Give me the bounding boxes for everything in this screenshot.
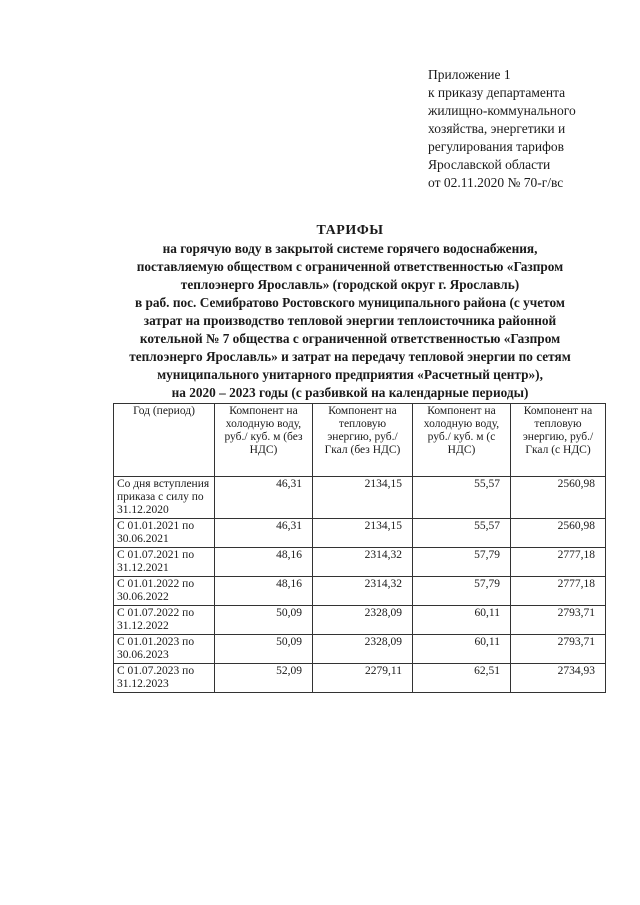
heat-energy-no-vat-cell: 2314,32 [313,548,413,577]
table-row [114,635,606,664]
cold-water-vat-cell: 57,79 [413,548,511,577]
cold-water-no-vat-cell: 46,31 [215,477,313,519]
heat-energy-vat-cell: 2793,71 [511,606,606,635]
period-cell: С 01.07.2022 по 31.12.2022 [114,606,215,635]
heat-energy-vat-cell: 2560,98 [511,477,606,519]
table-row [114,664,606,693]
title-line: затрат на производство тепловой энергии теплоисточника районной [143,313,557,328]
period-cell: С 01.07.2021 по 31.12.2021 [114,548,215,577]
title-line: в раб. пос. Семибратово Ростовского муниципального района (с учетом [134,295,565,310]
heat-energy-vat-cell: 2777,18 [511,548,606,577]
heat-energy-no-vat-cell: 2134,15 [313,477,413,519]
title-main: ТАРИФЫ [316,223,384,238]
title-line: на горячую воду в закрытой системе горячего водоснабжения, [162,241,538,256]
table-row [114,577,606,606]
table-body [114,477,606,693]
appendix-line: Ярославской области [428,157,551,172]
cold-water-vat-cell: 57,79 [413,577,511,606]
cold-water-vat-cell: 60,11 [413,606,511,635]
cold-water-no-vat-cell: 52,09 [215,664,313,693]
table-row [114,548,606,577]
appendix-note [428,66,628,192]
cold-water-vat-cell: 60,11 [413,635,511,664]
title-line: на 2020 – 2023 годы (с разбивкой на календарные периоды) [171,385,529,400]
title-line: теплоэнерго Ярославль» (городской округ г. Ярославль) [180,277,520,292]
header-heat-energy-no-vat: Компонент на тепловую энергию, руб./Гкал (без НДС) [313,404,413,477]
cold-water-no-vat-cell: 48,16 [215,548,313,577]
period-cell: С 01.01.2022 по 30.06.2022 [114,577,215,606]
header-cold-water-vat: Компонент на холодную воду, руб./ куб. м (с НДС) [413,404,511,477]
heat-energy-vat-cell: 2793,71 [511,635,606,664]
cold-water-no-vat-cell: 46,31 [215,519,313,548]
heat-energy-no-vat-cell: 2279,11 [313,664,413,693]
period-cell: С 01.01.2021 по 30.06.2021 [114,519,215,548]
appendix-line: хозяйства, энергетики и [428,121,566,136]
tariff-table [113,403,606,693]
appendix-line: регулирования тарифов [428,139,565,154]
cold-water-no-vat-cell: 48,16 [215,577,313,606]
table-row [114,519,606,548]
table-header-row [114,404,606,477]
cold-water-no-vat-cell: 50,09 [215,606,313,635]
table-row [114,477,606,519]
title-line: котельной № 7 общества с ограниченной ответственностью «Газпром [139,331,561,346]
cold-water-no-vat-cell: 50,09 [215,635,313,664]
header-heat-energy-vat: Компонент на тепловую энергию, руб./Гкал (с НДС) [511,404,606,477]
cold-water-vat-cell: 55,57 [413,519,511,548]
heat-energy-vat-cell: 2734,93 [511,664,606,693]
heat-energy-no-vat-cell: 2134,15 [313,519,413,548]
heat-energy-no-vat-cell: 2328,09 [313,606,413,635]
heat-energy-vat-cell: 2777,18 [511,577,606,606]
title-line: муниципального унитарного предприятия «Расчетный центр»), [157,367,543,382]
heat-energy-no-vat-cell: 2328,09 [313,635,413,664]
table-row [114,606,606,635]
header-period: Год (период) [114,404,215,477]
title-line: поставляемую обществом с ограниченной ответственностью «Газпром [136,259,564,274]
period-cell: С 01.01.2023 по 30.06.2023 [114,635,215,664]
appendix-line: к приказу департамента [428,85,566,100]
appendix-line: Приложение 1 [428,67,511,82]
cold-water-vat-cell: 62,51 [413,664,511,693]
title-line: теплоэнерго Ярославль» и затрат на передачу тепловой энергии по сетям [129,349,571,364]
period-cell: Со дня вступления приказа с силу по 31.12.2020 [114,477,215,519]
appendix-line: жилищно-коммунального [428,103,576,118]
cold-water-vat-cell: 55,57 [413,477,511,519]
period-cell: С 01.07.2023 по 31.12.2023 [114,664,215,693]
header-cold-water-no-vat: Компонент на холодную воду, руб./ куб. м (без НДС) [215,404,313,477]
appendix-line: от 02.11.2020 № 70-г/вс [428,175,564,190]
document-title [100,222,600,402]
heat-energy-no-vat-cell: 2314,32 [313,577,413,606]
heat-energy-vat-cell: 2560,98 [511,519,606,548]
